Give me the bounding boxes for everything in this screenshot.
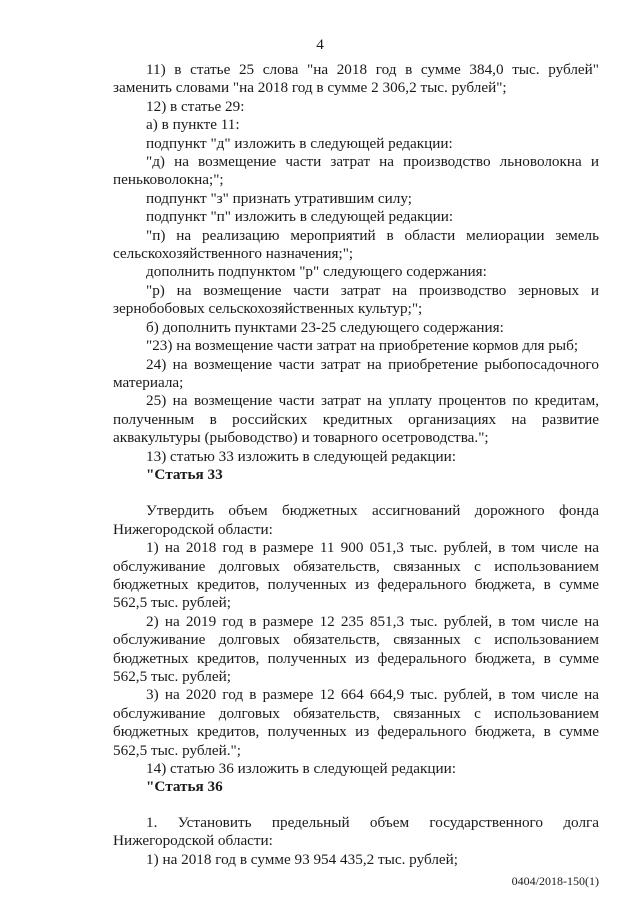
paragraph-subpoint-p-text: "п) на реализацию мероприятий в области мелиорации земель сельскохозяйственного назначения;"; <box>113 226 599 263</box>
paragraph-road-fund-intro: Утвердить объем бюджетных ассигнований дорожного фонда Нижегородской области: <box>113 502 599 538</box>
paragraph-item-11: 11) в статье 25 слова "на 2018 год в сумме 384,0 тыс. рублей" заменить словами "на 2018 год в сумме 2 306,2 тыс. рублей"; <box>113 61 599 97</box>
paragraph-point-25: 25) на возмещение части затрат на уплату процентов по кредитам, полученным в российских кредитных организациях на развитие аквакультуры (рыбоводство) и товарного осетроводства."; <box>113 392 599 447</box>
paragraph-item-12: 12) в статье 29: <box>146 97 245 115</box>
paragraph-subpoint-d-text: "д) на возмещение части затрат на производство льноволокна и пеньковолокна;"; <box>113 153 599 189</box>
paragraph-subitem-a: а) в пункте 11: <box>146 116 240 134</box>
paragraph-subpoint-p-intro: подпункт "п" изложить в следующей редакции: <box>146 208 454 226</box>
paragraph-item-13: 13) статью 33 изложить в следующей редакции: <box>146 447 456 465</box>
paragraph-subpoint-r-intro: дополнить подпунктом "р" следующего содержания: <box>146 263 487 281</box>
paragraph-subpoint-z: подпункт "з" признать утратившим силу; <box>146 189 412 207</box>
paragraph-point-24: 24) на возмещение части затрат на приобретение рыбопосадочного материала; <box>113 355 599 391</box>
blank-line <box>113 797 599 814</box>
paragraph-road-fund-2020: 3) на 2020 год в размере 12 664 664,9 тыс. рублей, в том числе на обслуживание долговых обязательств, связанных с использованием бюджетных кредитов, полученных из федерального бюджета, в сумме 562,5 тыс. рублей."; <box>113 686 599 759</box>
document-body <box>113 61 599 869</box>
article-36-heading: "Статья 36 <box>146 778 223 796</box>
paragraph-road-fund-2018: 1) на 2018 год в размере 11 900 051,3 тыс. рублей, в том числе на обслуживание долговых обязательств, связанных с использованием бюджетных кредитов, полученных из федерального бюджета, в сумме 562,5 тыс. рублей; <box>113 539 599 612</box>
paragraph-subpoint-r-text: "р) на возмещение части затрат на производство зерновых и зернобобовых сельскохозяйственных культур;"; <box>113 281 599 318</box>
paragraph-debt-limit-2018: 1) на 2018 год в сумме 93 954 435,2 тыс. рублей; <box>146 850 458 868</box>
paragraph-subitem-b: б) дополнить пунктами 23-25 следующего содержания: <box>146 318 504 336</box>
page-number: 4 <box>316 36 324 53</box>
paragraph-item-14: 14) статью 36 изложить в следующей редакции: <box>146 760 456 778</box>
blank-line <box>113 484 599 502</box>
paragraph-point-23: "23) на возмещение части затрат на приобретение кормов для рыб; <box>146 337 579 355</box>
paragraph-debt-limit-intro: 1. Установить предельный объем государственного долга Нижегородской области: <box>113 813 599 850</box>
paragraph-road-fund-2019: 2) на 2019 год в размере 12 235 851,3 тыс. рублей, в том числе на обслуживание долговых обязательств, связанных с использованием бюджетных кредитов, полученных из федерального бюджета, в сумме 562,5 тыс. рублей; <box>113 612 599 685</box>
document-code: 0404/2018-150(1) <box>511 874 599 888</box>
paragraph-subpoint-d-intro: подпункт "д" изложить в следующей редакции: <box>146 134 453 152</box>
article-33-heading: "Статья 33 <box>146 465 223 483</box>
